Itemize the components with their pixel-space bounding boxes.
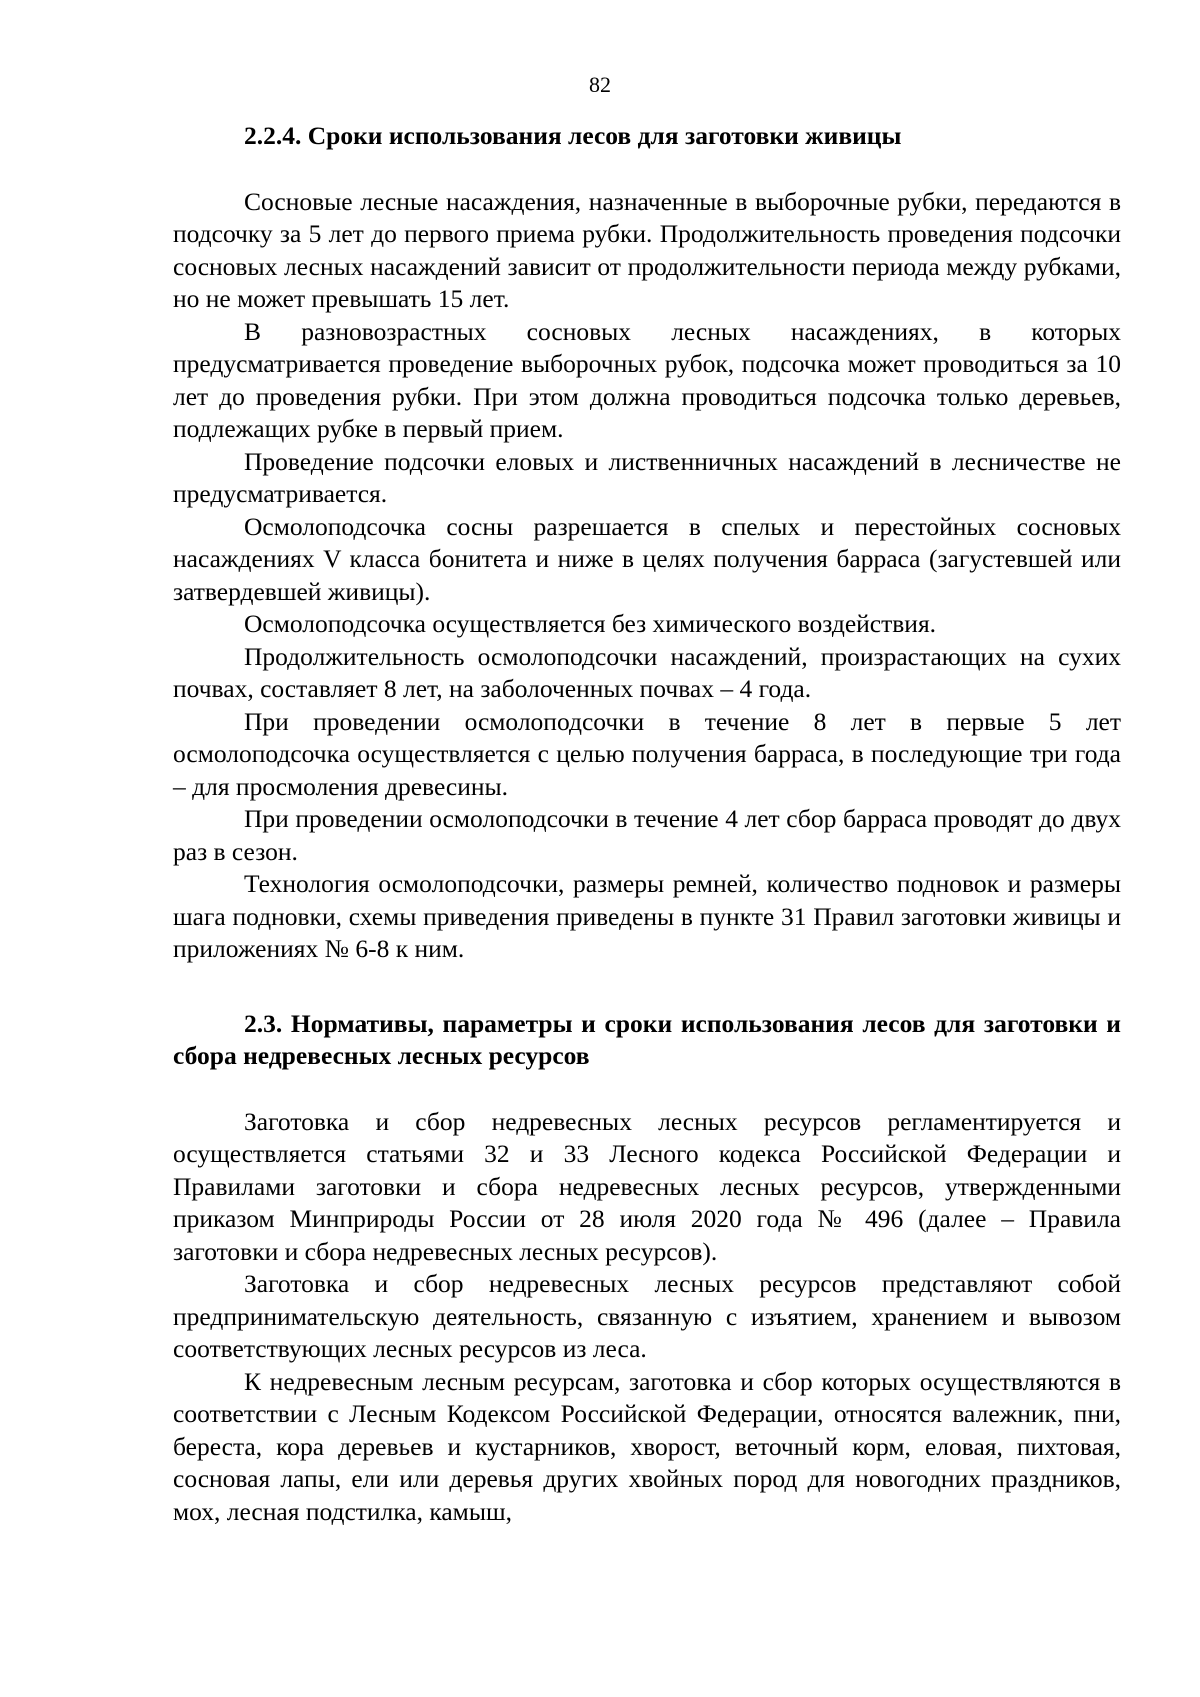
paragraph: Заготовка и сбор недревесных лесных ресурсов регламентируется и осуществляется статьями 32 и 33 Лесного кодекса Российской Федерации и Правилами заготовки и сбора недревесных лесных ресурсов, утвержденными приказом Минприроды России от 28 июля 2020 года № 496 (далее – Правила заготовки и сбора недревесных лесных ресурсов). <box>173 1106 1121 1266</box>
paragraph: Осмолоподсочка сосны разрешается в спелых и перестойных сосновых насаждениях V класса бонитета и ниже в целях получения барраса (загустевшей или затвердевшей живицы). <box>173 511 1121 606</box>
paragraph: Продолжительность осмолоподсочки насаждений, произрастающих на сухих почвах, составляет 8 лет, на заболоченных почвах – 4 года. <box>173 641 1121 703</box>
paragraph: При проведении осмолоподсочки в течение 4 лет сбор барраса проводят до двух раз в сезон. <box>173 804 1121 866</box>
document-body <box>173 120 1121 1528</box>
section-heading-2-2-4: 2.2.4. Сроки использования лесов для заготовки живицы <box>244 121 902 150</box>
page-number: 82 <box>589 72 611 97</box>
paragraph: К недревесным лесным ресурсам, заготовка и сбор которых осуществляются в соответствии с Лесным Кодексом Российской Федерации, относятся валежник, пни, береста, кора деревьев и кустарников, хворост, веточный корм, еловая, пихтовая, сосновая лапы, ели или деревья других хвойных пород для новогодних праздников, мох, лесная подстилка, камыш, <box>173 1366 1121 1526</box>
section-heading-2-3: 2.3. Нормативы, параметры и сроки использования лесов для заготовки и сбора недревесных лесных ресурсов <box>173 1008 1121 1070</box>
paragraph: При проведении осмолоподсочки в течение 8 лет в первые 5 лет осмолоподсочка осуществляется с целью получения барраса, в последующие три года – для просмоления древесины. <box>173 706 1121 801</box>
paragraph: Проведение подсочки еловых и лиственничных насаждений в лесничестве не предусматривается. <box>173 446 1121 508</box>
paragraph: В разновозрастных сосновых лесных насаждениях, в которых предусматривается проведение выборочных рубок, подсочка может проводиться за 10 лет до проведения рубки. При этом должна проводиться подсочка только деревьев, подлежащих рубке в первый прием. <box>173 316 1121 443</box>
paragraph: Технология осмолоподсочки, размеры ремней, количество подновок и размеры шага подновки, схемы приведения приведены в пункте 31 Правил заготовки живицы и приложениях № 6-8 к ним. <box>173 869 1121 963</box>
paragraph: Сосновые лесные насаждения, назначенные в выборочные рубки, передаются в подсочку за 5 лет до первого приема рубки. Продолжительность проведения подсочки сосновых лесных насаждений зависит от продолжительности периода между рубками, но не может превышать 15 лет. <box>173 186 1121 313</box>
paragraph: Осмолоподсочка осуществляется без химического воздействия. <box>244 609 937 638</box>
paragraph: Заготовка и сбор недревесных лесных ресурсов представляют собой предпринимательскую деятельность, связанную с изъятием, хранением и вывозом соответствующих лесных ресурсов из леса. <box>173 1269 1121 1363</box>
